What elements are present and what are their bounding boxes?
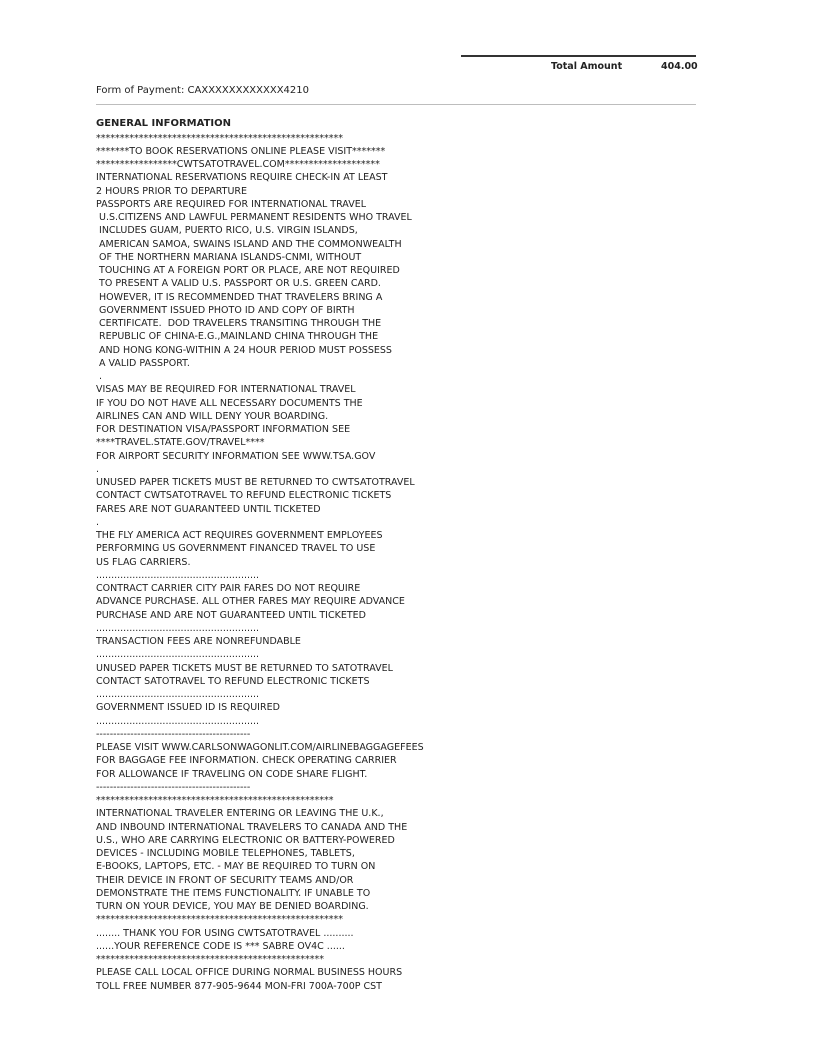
- info-line: A VALID PASSPORT.: [96, 357, 190, 369]
- info-line: THE FLY AMERICA ACT REQUIRES GOVERNMENT EMPLOYEES: [96, 530, 383, 541]
- info-line: *****************CWTSATOTRAVEL.COM********************: [96, 159, 380, 170]
- info-line: ......................................................: [96, 569, 260, 581]
- info-line: TOLL FREE NUMBER 877-905-9644 MON-FRI 700A-700P CST: [96, 980, 382, 992]
- info-line: INCLUDES GUAM, PUERTO RICO, U.S. VIRGIN ISLANDS,: [96, 225, 358, 237]
- info-line: PLEASE VISIT WWW.CARLSONWAGONLIT.COM/AIRLINEBAGGAGEFEES: [96, 742, 424, 753]
- info-line: *******TO BOOK RESERVATIONS ONLINE PLEASE VISIT*******: [96, 145, 386, 157]
- info-line: ......................................................: [96, 622, 260, 634]
- info-line: PLEASE CALL LOCAL OFFICE DURING NORMAL BUSINESS HOURS: [96, 967, 403, 979]
- info-line: GOVERNMENT ISSUED PHOTO ID AND COPY OF BIRTH: [96, 304, 355, 316]
- info-line: ......................................................: [96, 689, 260, 700]
- info-line: **************************************************: [96, 795, 334, 806]
- general-information-title: GENERAL INFORMATION: [96, 118, 231, 129]
- info-line: U.S., WHO ARE CARRYING ELECTRONIC OR BATTERY-POWERED: [96, 834, 395, 846]
- info-line: FOR BAGGAGE FEE INFORMATION. CHECK OPERATING CARRIER: [96, 755, 397, 767]
- total-amount-value: 404.00: [661, 61, 698, 72]
- info-line: UNUSED PAPER TICKETS MUST BE RETURNED TO CWTSATOTRAVEL: [96, 477, 415, 488]
- info-line: FARES ARE NOT GUARANTEED UNTIL TICKETED: [96, 503, 321, 515]
- info-line: .: [96, 371, 103, 382]
- info-line: CONTRACT CARRIER CITY PAIR FARES DO NOT REQUIRE: [96, 583, 361, 594]
- info-line: TURN ON YOUR DEVICE, YOU MAY BE DENIED BOARDING.: [96, 901, 369, 912]
- info-line: TOUCHING AT A FOREIGN PORT OR PLACE, ARE NOT REQUIRED: [96, 265, 400, 276]
- info-line: DEMONSTRATE THE ITEMS FUNCTIONALITY. IF UNABLE TO: [96, 887, 371, 899]
- info-line: ---------------------------------------------: [96, 728, 251, 740]
- info-line: GOVERNMENT ISSUED ID IS REQUIRED: [96, 702, 280, 714]
- info-line: PURCHASE AND ARE NOT GUARANTEED UNTIL TICKETED: [96, 609, 366, 621]
- info-line: FOR ALLOWANCE IF TRAVELING ON CODE SHARE FLIGHT.: [96, 768, 368, 780]
- info-line: U.S.CITIZENS AND LAWFUL PERMANENT RESIDENTS WHO TRAVEL: [96, 212, 412, 223]
- info-line: INTERNATIONAL TRAVELER ENTERING OR LEAVING THE U.K.,: [96, 808, 384, 820]
- info-line: ADVANCE PURCHASE. ALL OTHER FARES MAY REQUIRE ADVANCE: [96, 596, 405, 608]
- section-divider: [96, 104, 696, 105]
- info-line: AND INBOUND INTERNATIONAL TRAVELERS TO CANADA AND THE: [96, 821, 408, 833]
- info-line: UNUSED PAPER TICKETS MUST BE RETURNED TO SATOTRAVEL: [96, 662, 393, 674]
- info-line: AMERICAN SAMOA, SWAINS ISLAND AND THE COMMONWEALTH: [96, 238, 402, 250]
- info-line: CERTIFICATE. DOD TRAVELERS TRANSITING THROUGH THE: [96, 318, 382, 329]
- info-line: TO PRESENT A VALID U.S. PASSPORT OR U.S. GREEN CARD.: [96, 278, 381, 290]
- info-line: .: [96, 463, 100, 475]
- info-line: REPUBLIC OF CHINA-E.G.,MAINLAND CHINA THROUGH THE: [96, 331, 379, 343]
- info-line: IF YOU DO NOT HAVE ALL NECESSARY DOCUMENTS THE: [96, 397, 363, 409]
- total-amount-label: Total Amount: [551, 61, 623, 72]
- info-line: PASSPORTS ARE REQUIRED FOR INTERNATIONAL TRAVEL: [96, 198, 366, 210]
- info-line: FOR DESTINATION VISA/PASSPORT INFORMATION SEE: [96, 424, 351, 435]
- info-line: E-BOOKS, LAPTOPS, ETC. - MAY BE REQUIRED TO TURN ON: [96, 861, 376, 873]
- info-line: DEVICES - INCLUDING MOBILE TELEPHONES, TABLETS,: [96, 848, 355, 859]
- info-line: TRANSACTION FEES ARE NONREFUNDABLE: [96, 636, 301, 647]
- info-line: ****************************************************: [96, 132, 343, 144]
- info-line: ......................................................: [96, 649, 260, 661]
- info-line: ......................................................: [96, 715, 260, 727]
- info-line: ****************************************************: [96, 914, 343, 926]
- info-line: VISAS MAY BE REQUIRED FOR INTERNATIONAL TRAVEL: [96, 384, 356, 396]
- info-line: OF THE NORTHERN MARIANA ISLANDS-CNMI, WITHOUT: [96, 251, 362, 263]
- general-information-body: [96, 132, 696, 993]
- info-line: THEIR DEVICE IN FRONT OF SECURITY TEAMS AND/OR: [96, 874, 354, 886]
- total-divider: [461, 55, 696, 57]
- info-line: ---------------------------------------------: [96, 781, 251, 793]
- info-line: AND HONG KONG-WITHIN A 24 HOUR PERIOD MUST POSSESS: [96, 344, 392, 356]
- info-line: ......YOUR REFERENCE CODE IS *** SABRE OV4C ......: [96, 940, 345, 952]
- info-line: US FLAG CARRIERS.: [96, 556, 191, 568]
- info-line: PERFORMING US GOVERNMENT FINANCED TRAVEL TO USE: [96, 543, 376, 555]
- info-line: ........ THANK YOU FOR USING CWTSATOTRAVEL ..........: [96, 927, 354, 939]
- info-line: ************************************************: [96, 954, 324, 965]
- info-line: ****TRAVEL.STATE.GOV/TRAVEL****: [96, 437, 265, 449]
- info-line: FOR AIRPORT SECURITY INFORMATION SEE WWW.TSA.GOV: [96, 450, 376, 462]
- info-line: CONTACT CWTSATOTRAVEL TO REFUND ELECTRONIC TICKETS: [96, 490, 392, 502]
- info-line: INTERNATIONAL RESERVATIONS REQUIRE CHECK-IN AT LEAST: [96, 172, 388, 184]
- info-line: 2 HOURS PRIOR TO DEPARTURE: [96, 185, 248, 197]
- form-of-payment: Form of Payment: CAXXXXXXXXXXXX4210: [96, 85, 309, 96]
- info-line: CONTACT SATOTRAVEL TO REFUND ELECTRONIC TICKETS: [96, 675, 370, 687]
- info-line: AIRLINES CAN AND WILL DENY YOUR BOARDING.: [96, 410, 329, 422]
- info-line: HOWEVER, IT IS RECOMMENDED THAT TRAVELERS BRING A: [96, 291, 383, 303]
- info-line: .: [96, 516, 100, 528]
